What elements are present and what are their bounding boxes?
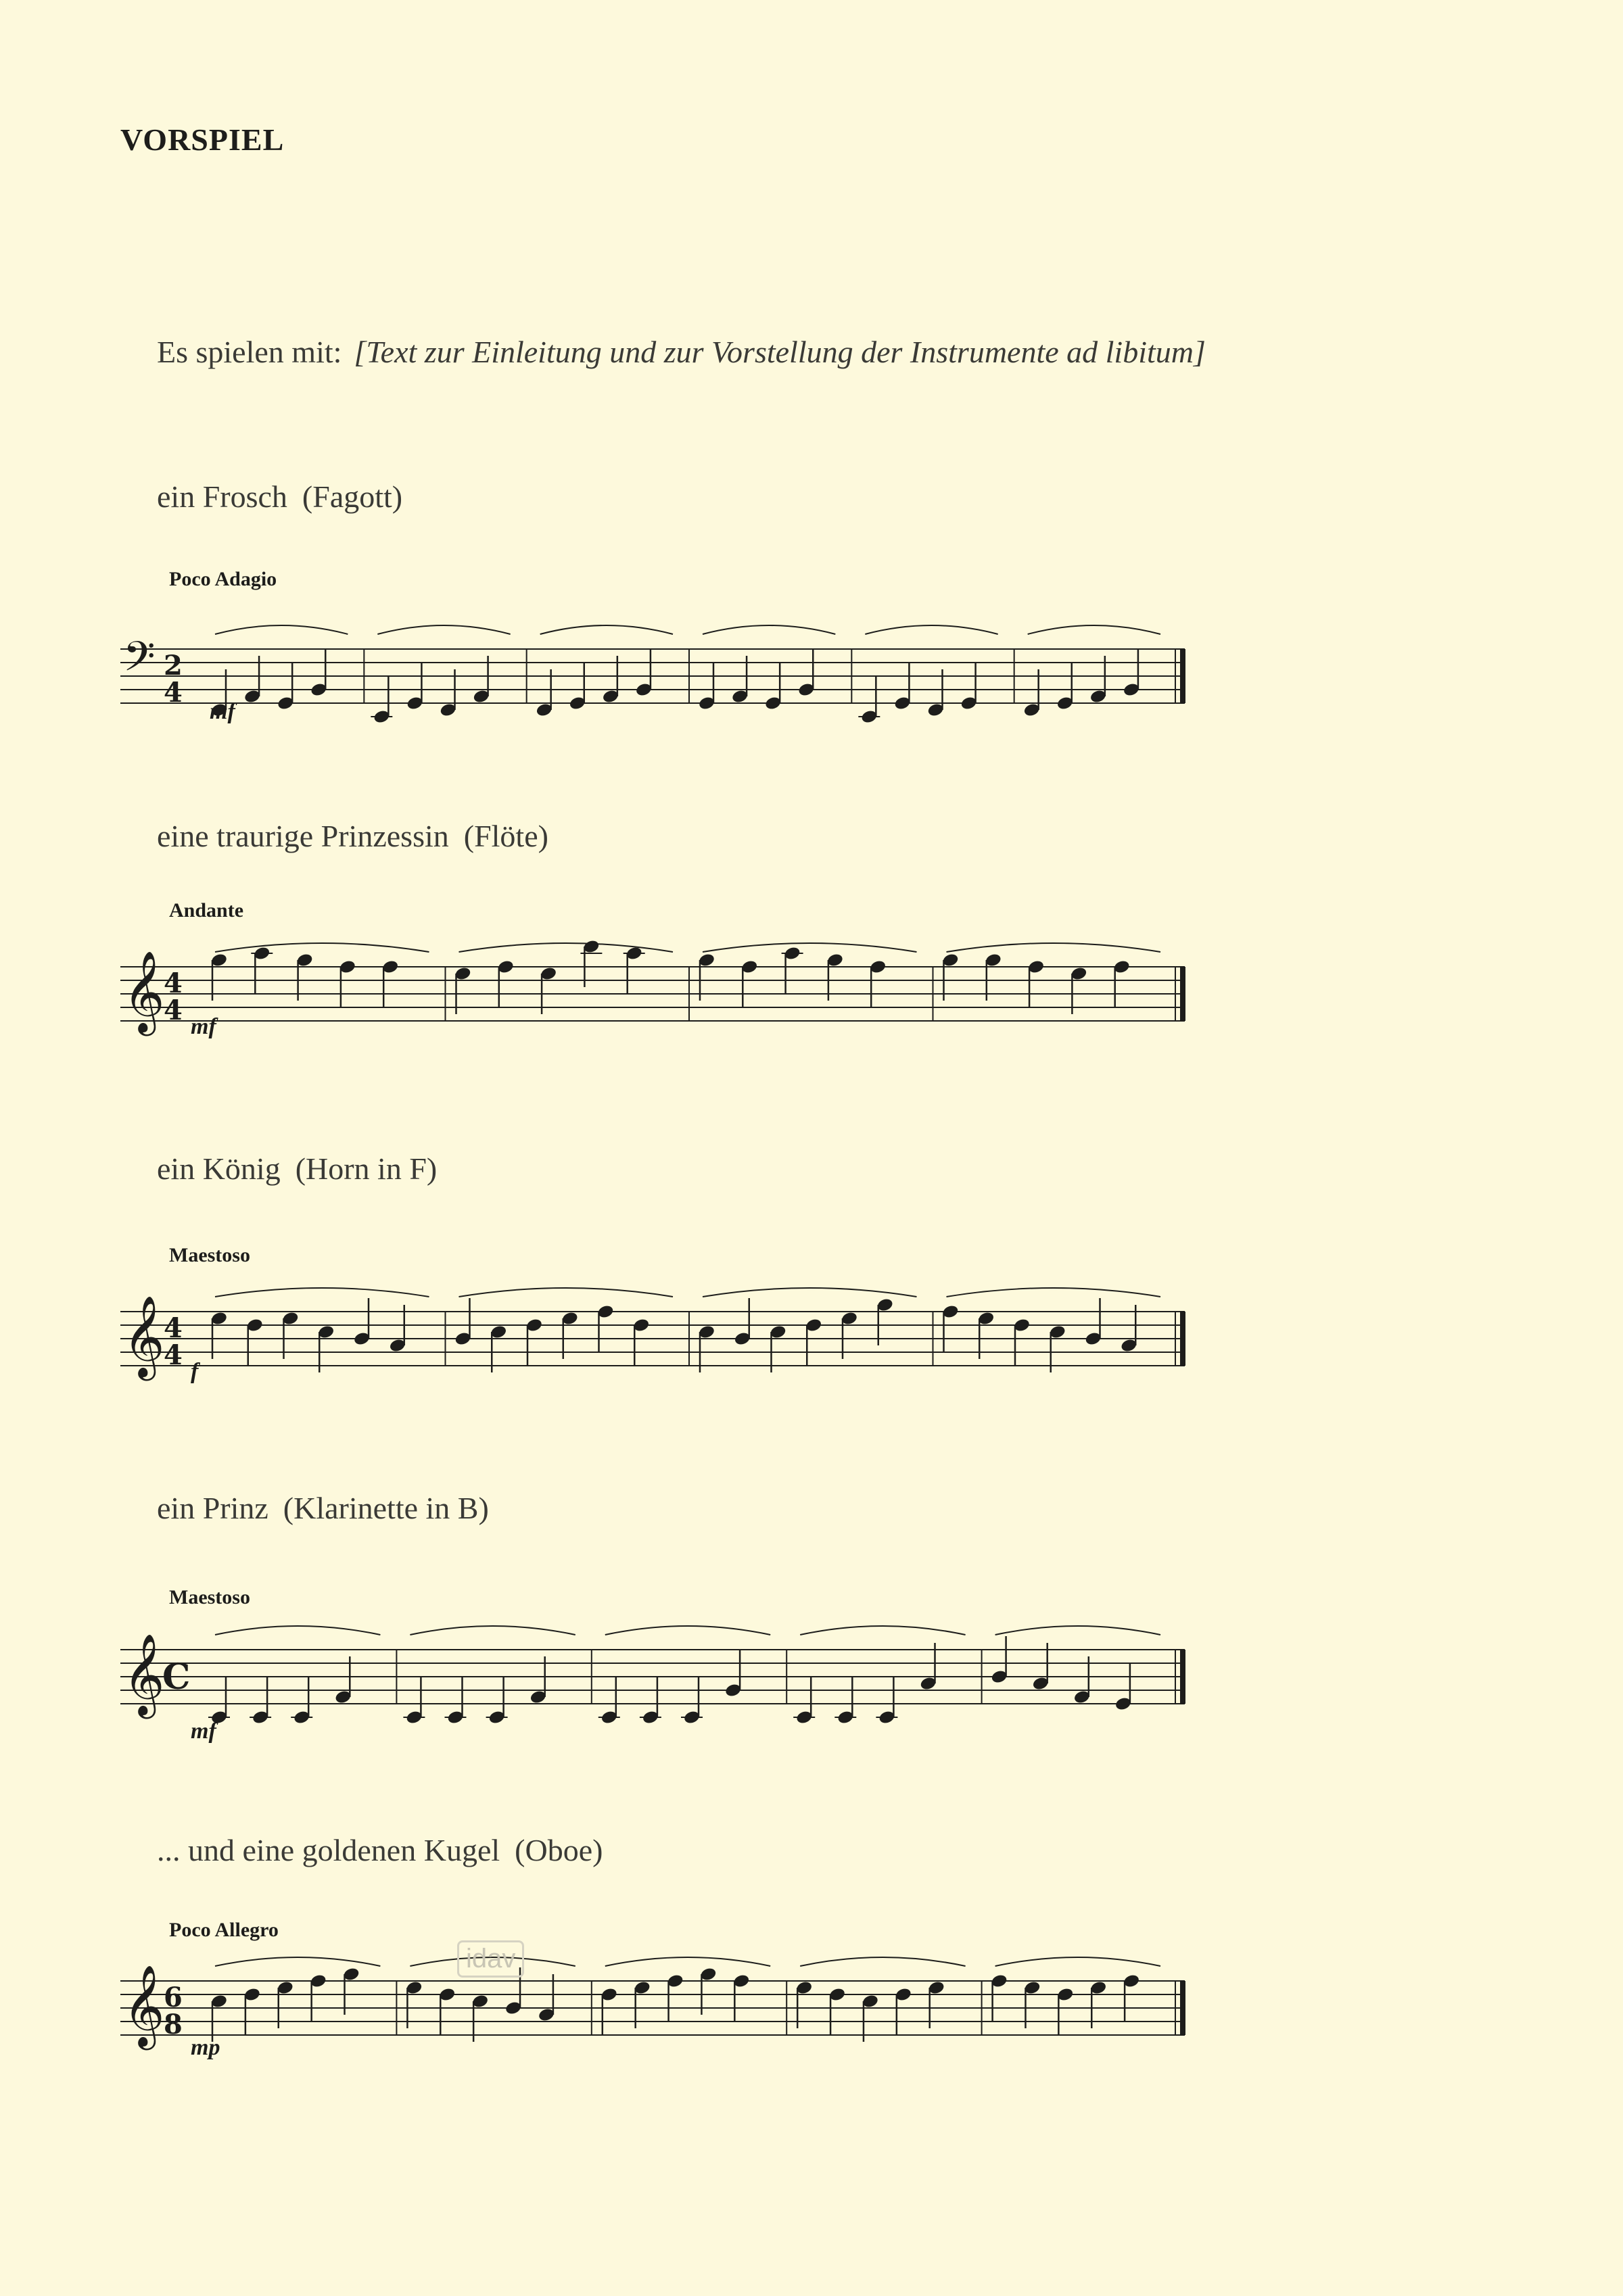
- slur: [1028, 625, 1160, 634]
- dynamic-marking: mp: [191, 2035, 220, 2060]
- time-signature-bottom: 8: [164, 2009, 183, 2040]
- slur: [605, 1957, 770, 1966]
- section-label-kugel: [157, 1832, 603, 1868]
- treble-clef-icon: 𝄞: [123, 1964, 165, 2047]
- slur: [215, 1626, 380, 1635]
- treble-clef-icon: 𝄞: [123, 1633, 165, 1715]
- section-label-frosch: [157, 479, 402, 515]
- treble-clef-icon: 𝄞: [123, 1295, 165, 1377]
- time-signature-bottom: 4: [164, 1339, 183, 1371]
- slur: [800, 1957, 965, 1966]
- instrument-name: (Fagott): [302, 479, 403, 514]
- time-signature-bottom: 4: [164, 677, 183, 709]
- slur: [377, 625, 510, 634]
- time-signature: C: [162, 1656, 191, 1698]
- tempo-marking: Poco Adagio: [169, 568, 277, 590]
- dynamic-marking: f: [191, 1359, 199, 1384]
- slur: [800, 1626, 965, 1635]
- slur: [215, 943, 429, 952]
- section-label-prinz: [157, 1490, 489, 1526]
- time-signature-bottom: 4: [164, 995, 183, 1026]
- slur: [865, 625, 997, 634]
- slur: [215, 1288, 429, 1297]
- tempo-marking: Andante: [169, 899, 244, 922]
- instrument-name: (Flöte): [463, 819, 548, 853]
- slur: [410, 1626, 575, 1635]
- slur: [215, 1957, 380, 1966]
- intro-label: Es spielen mit:: [157, 335, 342, 369]
- music-staff-floete: [0, 926, 1623, 1061]
- tempo-marking: Poco Allegro: [169, 1919, 279, 1941]
- music-staff-fagott: [0, 608, 1623, 744]
- tempo-marking: Maestoso: [169, 1586, 250, 1608]
- section-label-koenig: [157, 1151, 437, 1187]
- character-name: ... und eine goldenen Kugel: [157, 1833, 500, 1867]
- instrument-name: (Horn in F): [295, 1151, 438, 1186]
- instrument-name: (Klarinette in B): [283, 1491, 489, 1525]
- dynamic-marking: mf: [191, 1719, 216, 1744]
- slur: [947, 943, 1161, 952]
- slur: [703, 943, 917, 952]
- character-name: ein Frosch: [157, 479, 287, 514]
- music-staff-oboe: [0, 1940, 1623, 2076]
- slur: [947, 1288, 1161, 1297]
- slur: [703, 625, 835, 634]
- intro-note: [Text zur Einleitung und zur Vorstellung der Instrumente ad libitum]: [354, 335, 1206, 369]
- slur: [703, 1288, 917, 1297]
- publisher-watermark: idav: [457, 1940, 524, 1978]
- character-name: eine traurige Prinzessin: [157, 819, 449, 853]
- treble-clef-icon: 𝄞: [123, 950, 165, 1032]
- bass-clef-icon: 𝄢: [123, 633, 156, 691]
- music-staff-klarinette: [0, 1609, 1623, 1744]
- time-signature-top: 4: [164, 967, 183, 999]
- music-staff-horn: [0, 1271, 1623, 1406]
- slur: [215, 625, 348, 634]
- slur: [995, 1957, 1160, 1966]
- character-name: ein Prinz: [157, 1491, 268, 1525]
- intro-line: [157, 334, 1206, 370]
- instrument-name: (Oboe): [515, 1833, 603, 1867]
- slur: [540, 625, 673, 634]
- time-signature-top: 2: [164, 650, 183, 681]
- slur: [459, 1288, 674, 1297]
- time-signature-top: 4: [164, 1312, 183, 1344]
- section-label-prinzessin: [157, 818, 548, 854]
- page-title: VORSPIEL: [120, 122, 285, 157]
- time-signature-top: 6: [164, 1982, 183, 2013]
- character-name: ein König: [157, 1151, 281, 1186]
- dynamic-marking: mf: [210, 699, 235, 724]
- slur: [605, 1626, 770, 1635]
- slur: [995, 1626, 1160, 1635]
- dynamic-marking: mf: [191, 1014, 216, 1039]
- tempo-marking: Maestoso: [169, 1244, 250, 1266]
